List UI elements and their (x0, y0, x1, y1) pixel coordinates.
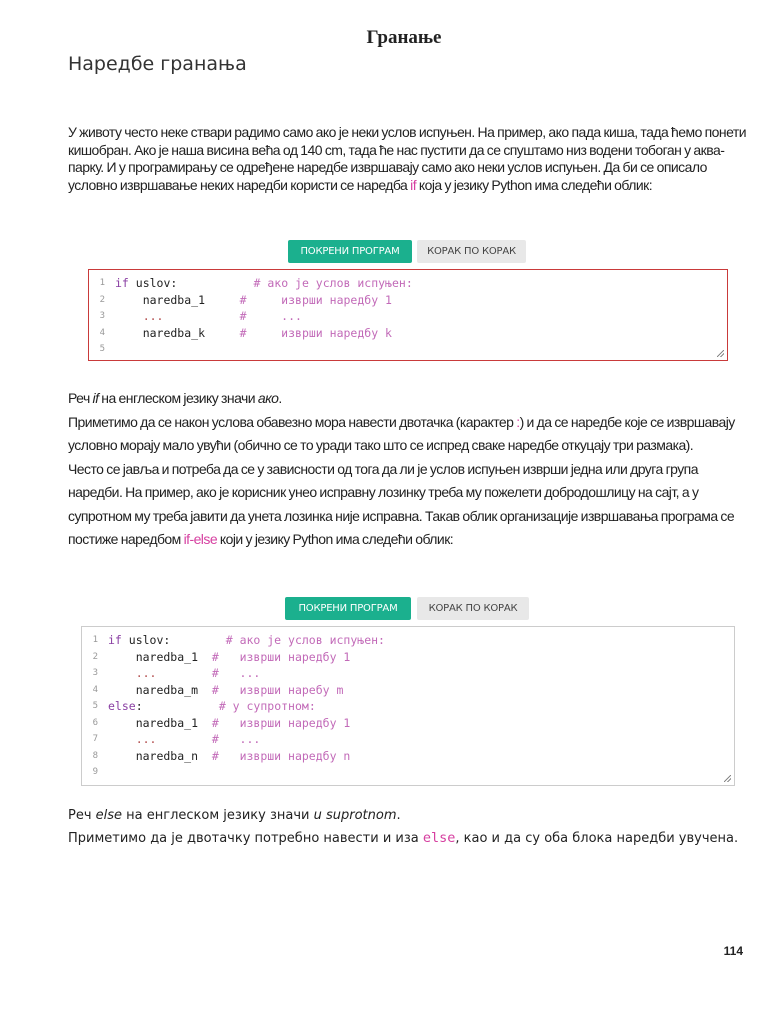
code-text: naredba_1 # изврши наредбу 1 (115, 292, 392, 307)
code-comment: # ако је услов испуњен: (225, 633, 385, 647)
else-keyword: else (422, 830, 456, 846)
code-line[interactable] (82, 698, 734, 715)
line-number: 9 (92, 767, 98, 777)
code-line[interactable] (89, 341, 727, 358)
code-text: naredba_1 # изврши наредбу 1 (108, 649, 351, 664)
code-comment: # изврши наредбу 1 (239, 292, 392, 307)
line-number: 7 (92, 734, 98, 744)
code-text: naredba_1 # изврши наредбу 1 (108, 715, 351, 730)
section-heading: Наредбе гранања (68, 53, 247, 75)
code-line[interactable] (82, 682, 734, 699)
code-comment: # у супротном: (218, 699, 316, 713)
code-line[interactable] (89, 308, 727, 325)
line-number: 4 (92, 684, 98, 695)
code-line[interactable] (82, 665, 734, 682)
step-by-step-button[interactable]: КОРАК ПО КОРАК (417, 240, 526, 263)
code-line[interactable] (82, 715, 734, 732)
explanation-paragraph-2: Реч else на енглеском језику значи u suprotnom. Приметимо да је двотачку потребно навести и иза else, као и да су оба блока наредби увучена. (68, 808, 739, 846)
run-program-button-2[interactable]: ПОКРЕНИ ПРОГРАМ (285, 597, 411, 620)
code-comment: # ... (211, 732, 261, 746)
code-comment: # ... (211, 666, 261, 680)
code-comment: # изврши наредбу 1 (211, 715, 351, 730)
line-number: 5 (99, 344, 105, 354)
code-comment: # изврши наредбу k (239, 325, 392, 340)
line-number: 6 (92, 717, 98, 728)
code-comment: # ... (239, 309, 302, 323)
line-number: 1 (99, 278, 105, 288)
line-number: 3 (92, 668, 98, 678)
code-text: ... # ... (108, 732, 261, 746)
code-text: ... # ... (108, 666, 261, 680)
line-number: 2 (92, 651, 98, 662)
run-program-button[interactable]: ПОКРЕНИ ПРОГРАМ (288, 240, 412, 263)
code-line[interactable] (82, 748, 734, 765)
code-comment: # изврши наредбу 1 (211, 649, 351, 664)
code-line[interactable] (82, 764, 734, 781)
line-number: 4 (99, 327, 105, 338)
code-line[interactable] (89, 275, 727, 292)
resize-handle-icon[interactable] (717, 350, 724, 357)
code-line[interactable] (82, 649, 734, 666)
code-editor-if-else[interactable] (81, 626, 735, 786)
line-number: 8 (92, 750, 98, 761)
code-comment: # ако је услов испуњен: (253, 276, 413, 290)
page-number: 114 (723, 944, 743, 958)
step-by-step-button-2[interactable]: КОРАК ПО КОРАК (417, 597, 529, 620)
if-else-keyword: if-else (183, 531, 218, 547)
code-editor-if[interactable] (88, 269, 728, 361)
explanation-paragraph-1: Реч if на енглеском језику значи ако. Приметимо да се након услова обавезно мора навести двотачка (карактер :) и да се наредбе које се извршавају условно морају мало увући (обично се то уради тако што се испред сваке наредбе откуцају три размака). Често се јавља и потреба да се у зависности од тога да ли је услов испуњен изврши једна или друга група наредби. На пример, ако је корисник унео исправну лозинку треба му пожелети добродошлицу на сајт, а у супротном му треба јавити да унета лозинка није исправна. Такав облик организације извршавања програма се постиже наредбом if-else који у језику Python има следећи облик: (68, 390, 735, 547)
page-title: Гранање (366, 27, 442, 48)
resize-handle-icon[interactable] (724, 775, 731, 782)
line-number: 5 (92, 701, 98, 711)
code-text: if uslov: # ако је услов испуњен: (108, 633, 385, 647)
code-text: naredba_k # изврши наредбу k (115, 325, 392, 340)
line-number: 1 (92, 635, 98, 645)
code-line[interactable] (89, 325, 727, 342)
code-text: else: # у супротном: (108, 699, 316, 713)
code-line[interactable] (82, 731, 734, 748)
code-text: if uslov: # ако је услов испуњен: (115, 276, 413, 290)
code-text: ... # ... (115, 309, 302, 323)
intro-paragraph: У животу често неке ствари радимо само ако је неки услов испуњен. На пример, ако пада киша, тада ћемо понети кишобран. Ако је наша висина већа од 140 cm, тада ће нас пустити да се спуштамо низ водени тобоган у аква-парку. И у програмирању се одређене наредбе извршавају само ако неки услов испуњен. Да би се описало условно извршавање неких наредби користи се наредба if која у језику Python има следећи облик: (68, 124, 746, 193)
if-keyword: if (410, 176, 417, 193)
code-line[interactable] (89, 292, 727, 309)
code-text: naredba_n # изврши наредбу n (108, 748, 351, 763)
code-comment: # изврши наредбу n (211, 748, 351, 763)
code-line[interactable] (82, 632, 734, 649)
code-comment: # изврши наребу m (211, 682, 344, 697)
code-text: naredba_m # изврши наребу m (108, 682, 344, 697)
line-number: 2 (99, 294, 105, 305)
line-number: 3 (99, 311, 105, 321)
